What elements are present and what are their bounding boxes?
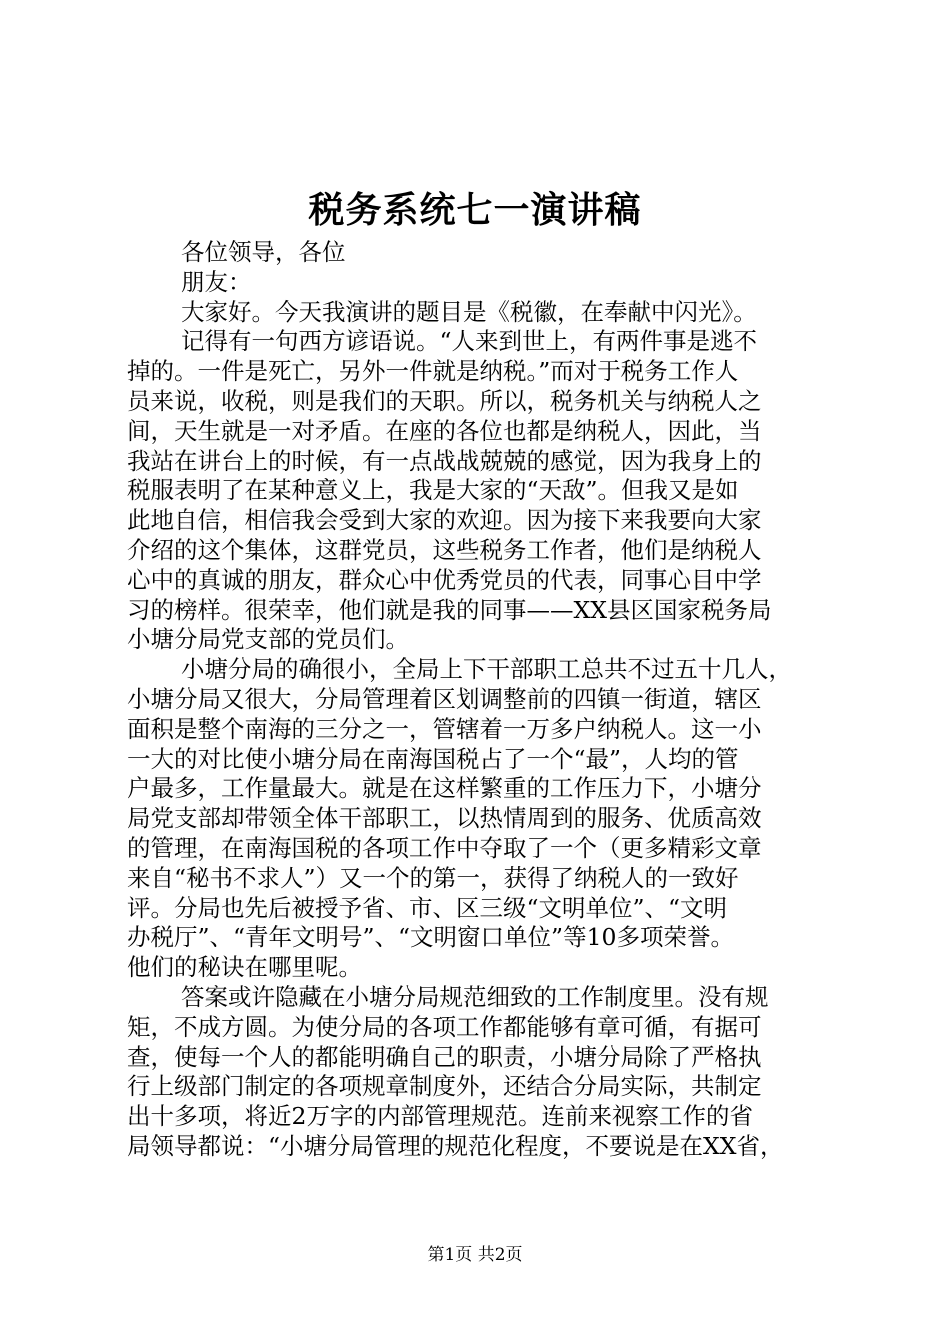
text-line: 各位领导，各位 bbox=[181, 238, 346, 266]
text-line: 局领导都说：“小塘分局管理的规范化程度，不要说是在XX省， bbox=[127, 1131, 784, 1160]
page-title: 税务系统七一演讲稿 bbox=[308, 189, 642, 231]
text-line: 朋友： bbox=[181, 267, 252, 296]
text-line: 心中的真诚的朋友，群众心中优秀党员的代表，同事心目中学 bbox=[127, 565, 762, 594]
text-line: 局党支部却带领全体干部职工，以热情周到的服务、优质高效 bbox=[127, 804, 762, 833]
text-line: 面积是整个南海的三分之一，管辖着一万多户纳税人。这一小 bbox=[127, 714, 762, 743]
text-line: 来自“秘书不求人”）又一个的第一，获得了纳税人的一致好 bbox=[127, 863, 739, 892]
text-line: 答案或许隐藏在小塘分局规范细致的工作制度里。没有规 bbox=[181, 982, 769, 1011]
text-line: 他们的秘诀在哪里呢。 bbox=[127, 953, 362, 982]
text-line: 小塘分局党支部的党员们。 bbox=[127, 625, 409, 654]
text-line: 小塘分局的确很小，全局上下干部职工总共不过五十几人， bbox=[181, 655, 792, 684]
text-line: 小塘分局又很大，分局管理着区划调整前的四镇一街道，辖区 bbox=[127, 684, 762, 713]
text-line: 大家好。今天我演讲的题目是《税徽，在奉献中闪光》。 bbox=[181, 297, 757, 326]
text-line: 此地自信，相信我会受到大家的欢迎。因为接下来我要向大家 bbox=[127, 506, 762, 535]
text-line: 评。分局也先后被授予省、市、区三级“文明单位”、“文明 bbox=[127, 893, 728, 922]
body-text bbox=[127, 238, 855, 1162]
text-line: 员来说，收税，则是我们的天职。所以，税务机关与纳税人之 bbox=[127, 386, 762, 415]
text-line: 矩，不成方圆。为使分局的各项工作都能够有章可循，有据可 bbox=[127, 1012, 762, 1041]
text-line: 的管理，在南海国税的各项工作中夺取了一个（更多精彩文章 bbox=[127, 833, 762, 862]
text-line: 查，使每一个人的都能明确自己的职责，小塘分局除了严格执 bbox=[127, 1042, 762, 1071]
text-line: 一大的对比使小塘分局在南海国税占了一个“最”，人均的管 bbox=[127, 744, 739, 773]
text-line: 我站在讲台上的时候，有一点战战兢兢的感觉，因为我身上的 bbox=[127, 446, 762, 475]
text-line: 记得有一句西方谚语说。“人来到世上，有两件事是逃不 bbox=[181, 327, 758, 356]
text-line: 出十多项，将近2万字的内部管理规范。连前来视察工作的省 bbox=[127, 1102, 753, 1131]
text-line: 办税厅”、“青年文明号”、“文明窗口单位”等10多项荣誉。 bbox=[127, 923, 734, 952]
text-line: 间，天生就是一对矛盾。在座的各位也都是纳税人，因此，当 bbox=[127, 416, 762, 445]
text-line: 介绍的这个集体，这群党员，这些税务工作者，他们是纳税人 bbox=[127, 535, 762, 564]
text-line: 掉的。一件是死亡，另外一件就是纳税。”而对于税务工作人 bbox=[127, 357, 739, 386]
text-line: 税服表明了在某种意义上，我是大家的“天敌”。但我又是如 bbox=[127, 476, 739, 505]
text-line: 行上级部门制定的各项规章制度外，还结合分局实际，共制定 bbox=[127, 1072, 762, 1101]
text-line: 户最多，工作量最大。就是在这样繁重的工作压力下，小塘分 bbox=[127, 774, 762, 803]
page-footer: 第1页 共2页 bbox=[427, 1245, 523, 1265]
text-line: 习的榜样。很荣幸，他们就是我的同事——XX县区国家税务局 bbox=[127, 595, 772, 624]
